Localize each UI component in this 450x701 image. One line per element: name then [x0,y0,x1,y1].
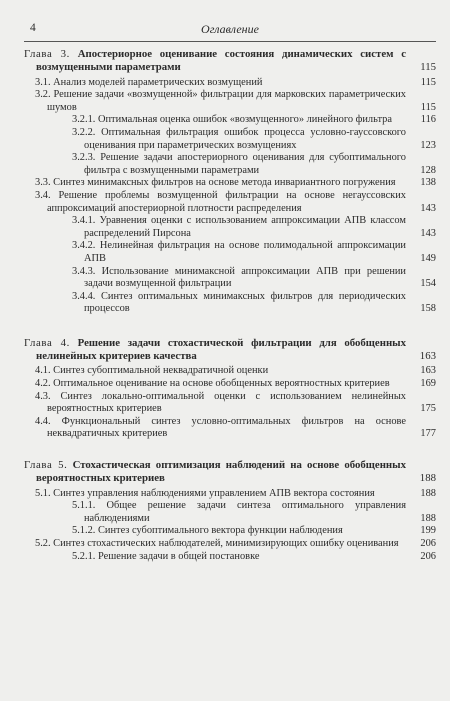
toc-entry-3-2-2[interactable] [24,127,436,152]
toc-page-number: 143 [420,202,436,214]
toc-entry-5-1[interactable] [24,488,436,501]
chapter-label: Глава 4. [24,336,70,349]
chapter-title: Апостериорное оценивание состояния динамических систем с возмущенными параметрами [36,48,406,73]
toc-entry-3-4-1[interactable] [24,215,436,240]
toc-entry-5-2[interactable] [24,538,436,551]
toc-entry-3-3[interactable] [24,177,436,190]
toc-page-number: 169 [420,378,436,390]
toc-page-number: 158 [420,303,436,315]
entry-text: 5.2.1. Решение задачи в общей постановке [72,550,260,562]
entry-text: 5.2. Синтез стохастических наблюдателей, минимизирующих ошибку оценивания [35,538,399,549]
toc-page-number: 138 [420,177,436,189]
toc-page-number: 116 [420,114,436,126]
toc-page-number: 188 [420,487,436,499]
entry-text: 3.2.3. Решение задачи апостериорного оценивания для субоптимального фильтра с возмущенными параметрами [72,152,406,176]
toc-page-number: 149 [420,252,436,264]
toc-page-number: 123 [420,139,436,151]
toc-page-number: 188 [419,471,436,484]
entry-text: 3.1. Анализ моделей параметрических возмущений [35,76,263,88]
toc-entry-3-4-2[interactable] [24,240,436,265]
chapter-label: Глава 5. [24,459,68,472]
entry-text: 5.1. Синтез управления наблюдениями управлением АПВ вектора состояния [35,487,375,499]
chapter-label: Глава 3. [24,48,70,60]
entry-text: 4.3. Синтез локально-оптимальной оценки с использованием нелинейных вероятностных критериев [35,390,406,415]
entry-text: 4.2. Оптимальное оценивание на основе обобщенных вероятностных критериев [35,378,390,390]
chapter-3-heading[interactable] [24,48,436,74]
toc-page-number: 175 [420,403,436,415]
toc-entry-4-3[interactable] [24,391,436,416]
toc-page-number: 115 [420,60,436,73]
chapter-title: Стохастическая оптимизация наблюдений на основе обобщенных вероятностных критериев [36,459,406,484]
toc-page-number: 128 [420,164,436,176]
toc-entry-3-4[interactable] [24,190,436,215]
header-rule [24,41,436,42]
toc-page-number: 188 [420,512,436,524]
toc-page-number: 143 [420,227,436,239]
toc-entry-3-2-3[interactable] [24,152,436,177]
toc-entry-4-2[interactable] [24,378,436,391]
entry-text: 3.2. Решение задачи «возмущенной» фильтрации для марковских параметрических шумов [35,89,406,113]
chapter-title: Решение задачи стохастической фильтрации для обобщенных нелинейных критериев качества [36,336,406,362]
toc-page-number: 163 [420,365,436,377]
toc-entry-5-1-1[interactable] [24,500,436,525]
toc-page-number: 206 [420,538,436,549]
toc-page-number: 177 [420,428,436,440]
toc-page-number: 206 [420,550,436,562]
running-header [24,22,436,36]
toc-entry-3-2-1[interactable] [24,114,436,127]
entry-text: 3.2.1. Оптимальная оценка ошибок «возмущенного» линейного фильтра [72,114,392,126]
entry-text: 3.4.3. Использование минимаксной аппроксимации АПВ при решении задачи возмущенной фильтрации [72,265,406,290]
chapter-5-heading[interactable] [24,459,436,485]
entry-text: 3.4.1. Уравнения оценки с использованием аппроксимации АПВ классом распределений Пирсона [72,215,406,239]
entry-text: 4.4. Функциональный синтез условно-оптимальных фильтров на основе неквадратичных критериев [35,415,406,440]
chapter-4-heading[interactable] [24,337,436,363]
entry-text: 3.4.4. Синтез оптимальных минимаксных фильтров для периодических процессов [72,290,406,315]
table-of-contents [24,48,436,563]
toc-entry-3-1[interactable] [24,77,436,90]
toc-entry-5-1-2[interactable] [24,525,436,538]
entry-text: 3.4.2. Нелинейная фильтрация на основе полимодальной аппроксимации АПВ [72,240,406,264]
toc-page-number: 199 [420,525,436,537]
page-number: 4 [30,22,36,34]
entry-text: 3.2.2. Оптимальная фильтрация ошибок процесса условно-гауссовского оценивания при параметрических возмущениях [72,126,406,151]
toc-entry-4-4[interactable] [24,416,436,441]
toc-entry-4-1[interactable] [24,365,436,378]
toc-entry-3-2[interactable] [24,89,436,114]
toc-page-number: 115 [420,101,436,113]
toc-page-number: 115 [420,76,436,88]
toc-entry-3-4-4[interactable] [24,291,436,316]
entry-text: 3.4. Решение проблемы возмущенной фильтрации на основе негауссовских аппроксимаций апостериорной плотности распределения [35,189,406,214]
header-title: Оглавление [201,22,259,36]
toc-entry-5-2-1[interactable] [24,551,436,564]
toc-page-number: 163 [419,349,436,362]
toc-entry-3-4-3[interactable] [24,266,436,291]
entry-text: 4.1. Синтез субоптимальной неквадратичной оценки [35,365,269,377]
entry-text: 5.1.1. Общее решение задачи синтеза оптимального управления наблюдениями [72,500,406,524]
entry-text: 5.1.2. Синтез субоптимального вектора функции наблюдения [72,525,343,537]
toc-page-number: 154 [420,278,436,290]
entry-text: 3.3. Синтез минимаксных фильтров на основе метода инвариантного погружения [35,177,396,189]
